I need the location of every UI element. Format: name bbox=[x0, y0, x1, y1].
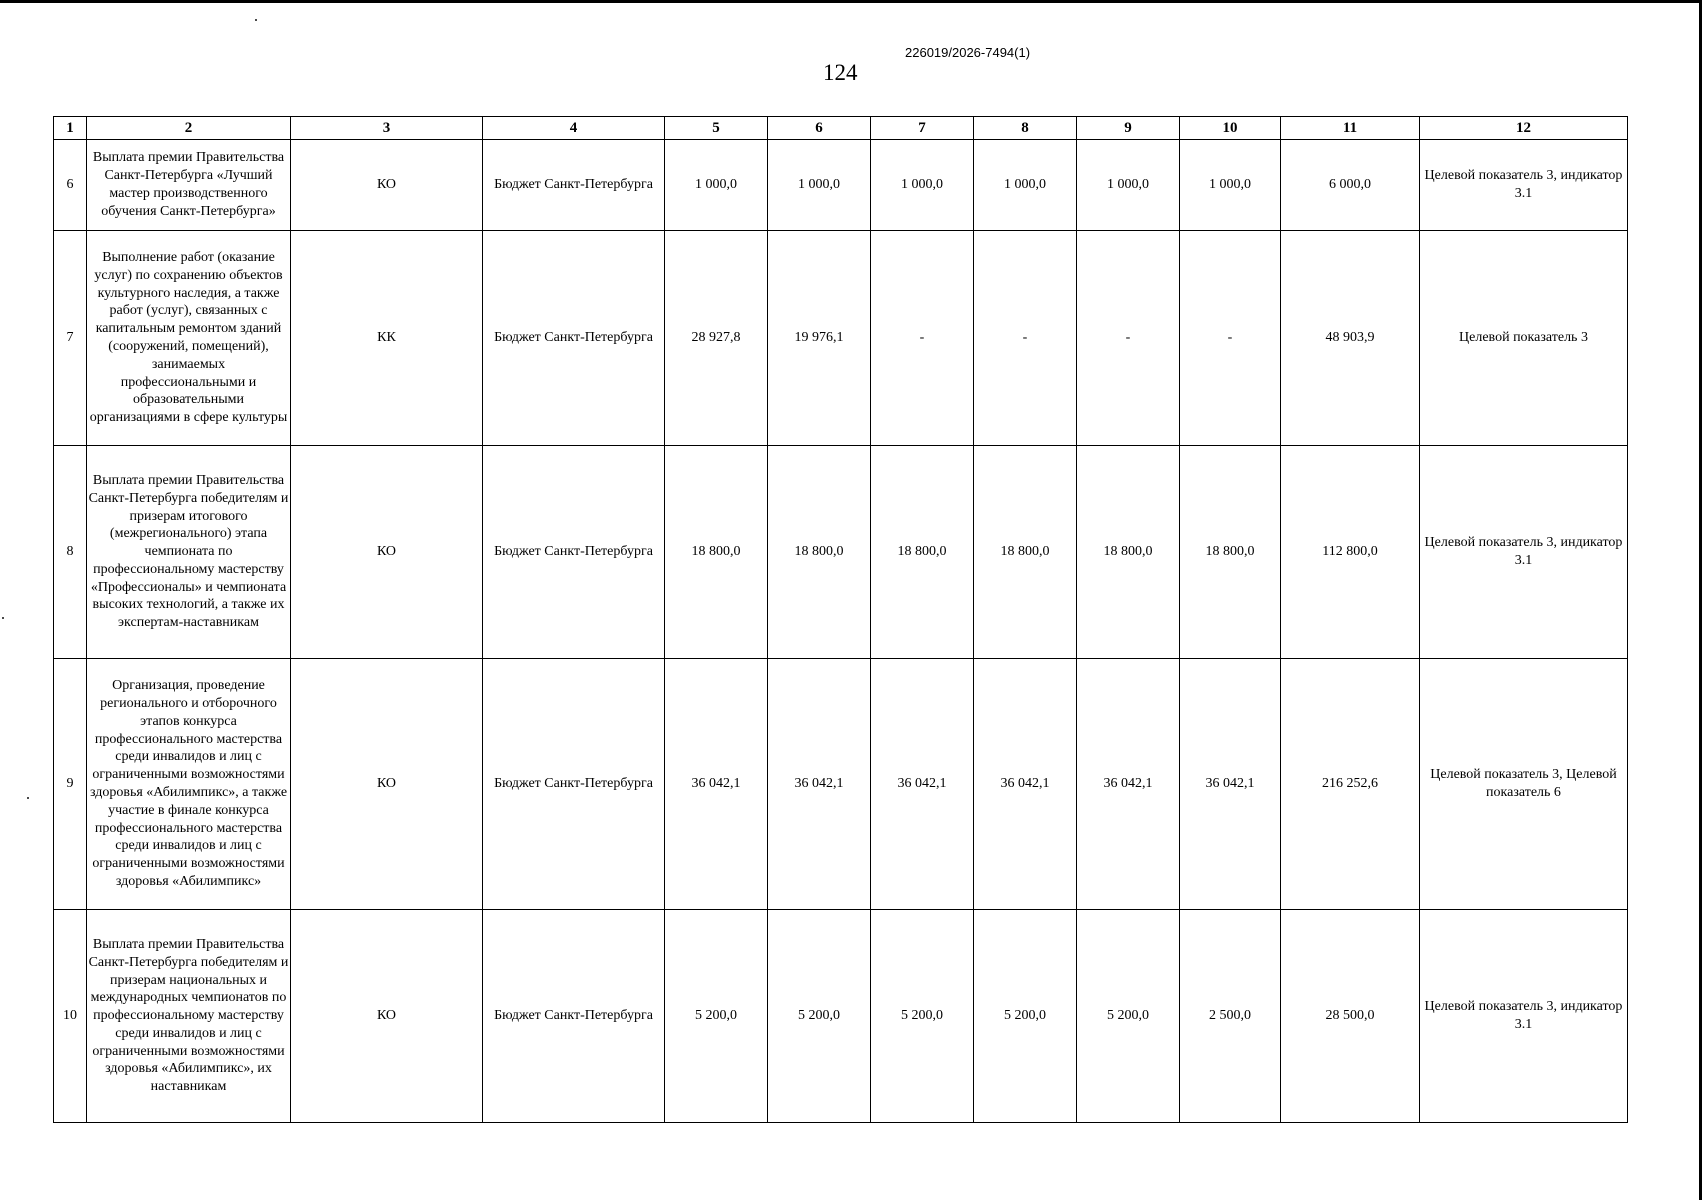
amount-cell: 5 200,0 bbox=[871, 910, 974, 1123]
amount-cell: 5 200,0 bbox=[665, 910, 768, 1123]
amount-cell: - bbox=[1180, 231, 1281, 446]
scan-top-edge bbox=[0, 0, 1702, 3]
amount-cell: 1 000,0 bbox=[1077, 140, 1180, 231]
scan-speck bbox=[2, 617, 4, 619]
column-header: 9 bbox=[1077, 117, 1180, 140]
column-header: 7 bbox=[871, 117, 974, 140]
total-cell: 112 800,0 bbox=[1281, 446, 1420, 659]
amount-cell: 1 000,0 bbox=[871, 140, 974, 231]
table-row bbox=[54, 659, 1628, 910]
amount-cell: 19 976,1 bbox=[768, 231, 871, 446]
scan-speck bbox=[255, 19, 257, 21]
header-row bbox=[54, 117, 1628, 140]
funding-source: Бюджет Санкт-Петербурга bbox=[483, 231, 665, 446]
scan-speck bbox=[27, 797, 29, 799]
column-header: 1 bbox=[54, 117, 87, 140]
column-header: 11 bbox=[1281, 117, 1420, 140]
amount-cell: 1 000,0 bbox=[974, 140, 1077, 231]
indicator-cell: Целевой показатель 3 bbox=[1420, 231, 1628, 446]
amount-cell: 1 000,0 bbox=[768, 140, 871, 231]
amount-cell: 36 042,1 bbox=[1180, 659, 1281, 910]
funding-source: Бюджет Санкт-Петербурга bbox=[483, 140, 665, 231]
amount-cell: 36 042,1 bbox=[768, 659, 871, 910]
executor-code: КК bbox=[291, 231, 483, 446]
amount-cell: 18 800,0 bbox=[768, 446, 871, 659]
measure-name: Организация, проведение регионального и отборочного этапов конкурса профессионального мастерства среди инвалидов и лиц с ограниченными возможностями здоровья «Абилимпикс», а также участие в финале конкурса профессионального мастерства среди инвалидов и лиц с ограниченными возможностями здоровья «Абилимпикс» bbox=[87, 659, 291, 910]
row-number: 6 bbox=[54, 140, 87, 231]
amount-cell: 18 800,0 bbox=[871, 446, 974, 659]
executor-code: КО bbox=[291, 446, 483, 659]
column-header: 3 bbox=[291, 117, 483, 140]
indicator-cell: Целевой показатель 3, индикатор 3.1 bbox=[1420, 446, 1628, 659]
total-cell: 48 903,9 bbox=[1281, 231, 1420, 446]
executor-code: КО bbox=[291, 659, 483, 910]
row-number: 10 bbox=[54, 910, 87, 1123]
funding-source: Бюджет Санкт-Петербурга bbox=[483, 910, 665, 1123]
amount-cell: 36 042,1 bbox=[974, 659, 1077, 910]
document-reference: 226019/2026-7494(1) bbox=[905, 45, 1031, 60]
amount-cell: 18 800,0 bbox=[1180, 446, 1281, 659]
amount-cell: 2 500,0 bbox=[1180, 910, 1281, 1123]
funding-source: Бюджет Санкт-Петербурга bbox=[483, 446, 665, 659]
amount-cell: 36 042,1 bbox=[871, 659, 974, 910]
total-cell: 216 252,6 bbox=[1281, 659, 1420, 910]
column-header: 4 bbox=[483, 117, 665, 140]
amount-cell: 36 042,1 bbox=[665, 659, 768, 910]
column-header: 8 bbox=[974, 117, 1077, 140]
budget-table bbox=[53, 116, 1628, 1123]
total-cell: 28 500,0 bbox=[1281, 910, 1420, 1123]
funding-source: Бюджет Санкт-Петербурга bbox=[483, 659, 665, 910]
amount-cell: 1 000,0 bbox=[1180, 140, 1281, 231]
column-header: 2 bbox=[87, 117, 291, 140]
executor-code: КО bbox=[291, 140, 483, 231]
amount-cell: 28 927,8 bbox=[665, 231, 768, 446]
column-header: 10 bbox=[1180, 117, 1281, 140]
indicator-cell: Целевой показатель 3, индикатор 3.1 bbox=[1420, 140, 1628, 231]
measure-name: Выплата премии Правительства Санкт-Петербурга «Лучший мастер производственного обучения Санкт-Петербурга» bbox=[87, 140, 291, 231]
row-number: 9 bbox=[54, 659, 87, 910]
amount-cell: 5 200,0 bbox=[974, 910, 1077, 1123]
amount-cell: 18 800,0 bbox=[665, 446, 768, 659]
amount-cell: - bbox=[1077, 231, 1180, 446]
column-header: 6 bbox=[768, 117, 871, 140]
measure-name: Выполнение работ (оказание услуг) по сохранению объектов культурного наследия, а также работ (услуг), связанных с капитальным ремонтом зданий (сооружений, помещений), занимаемых профессиональными и образовательными организациями в сфере культуры bbox=[87, 231, 291, 446]
amount-cell: 1 000,0 bbox=[665, 140, 768, 231]
column-header: 12 bbox=[1420, 117, 1628, 140]
total-cell: 6 000,0 bbox=[1281, 140, 1420, 231]
table-row bbox=[54, 446, 1628, 659]
page-number: 124 bbox=[823, 60, 858, 85]
amount-cell: 5 200,0 bbox=[768, 910, 871, 1123]
row-number: 8 bbox=[54, 446, 87, 659]
measure-name: Выплата премии Правительства Санкт-Петербурга победителям и призерам итогового (межрегионального) этапа чемпионата по профессиональному мастерству «Профессионалы» и чемпионата высоких технологий, а также их экспертам-наставникам bbox=[87, 446, 291, 659]
amount-cell: 18 800,0 bbox=[974, 446, 1077, 659]
row-number: 7 bbox=[54, 231, 87, 446]
indicator-cell: Целевой показатель 3, Целевой показатель 6 bbox=[1420, 659, 1628, 910]
amount-cell: - bbox=[871, 231, 974, 446]
amount-cell: 5 200,0 bbox=[1077, 910, 1180, 1123]
table-row bbox=[54, 910, 1628, 1123]
amount-cell: 18 800,0 bbox=[1077, 446, 1180, 659]
column-header: 5 bbox=[665, 117, 768, 140]
amount-cell: - bbox=[974, 231, 1077, 446]
amount-cell: 36 042,1 bbox=[1077, 659, 1180, 910]
measure-name: Выплата премии Правительства Санкт-Петербурга победителям и призерам национальных и международных чемпионатов по профессиональному мастерству среди инвалидов и лиц с ограниченными возможностями здоровья «Абилимпикс», их наставникам bbox=[87, 910, 291, 1123]
indicator-cell: Целевой показатель 3, индикатор 3.1 bbox=[1420, 910, 1628, 1123]
table-row bbox=[54, 140, 1628, 231]
table-row bbox=[54, 231, 1628, 446]
executor-code: КО bbox=[291, 910, 483, 1123]
